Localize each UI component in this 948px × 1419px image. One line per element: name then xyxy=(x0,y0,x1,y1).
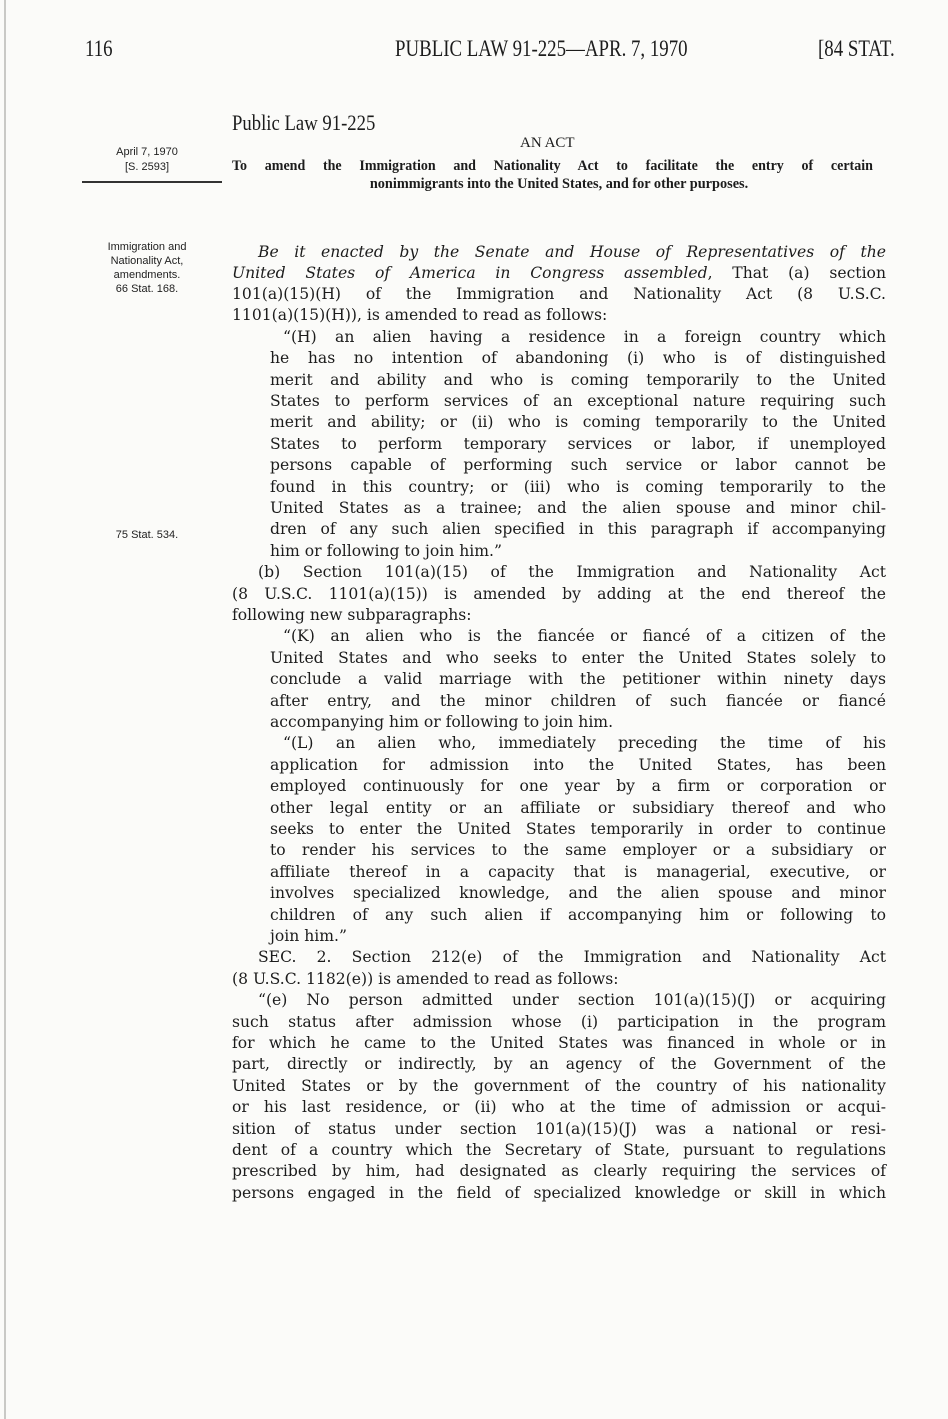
body-line: SEC. 2. Section 212(e) of the Immigration and Nationality Act xyxy=(258,948,886,967)
body-line: found in this country; or (iii) who is coming temporarily to the xyxy=(270,477,886,496)
body-line: involves specialized knowledge, and the alien spouse and minor xyxy=(270,884,886,903)
body-line: “(e) No person admitted under section 101(a)(15)(J) or acquiring xyxy=(258,991,886,1010)
public-law-label: Public Law 91-225 xyxy=(232,110,376,135)
margin-note-line: 66 Stat. 168. xyxy=(115,283,179,295)
act-title-line-1: To amend the Immigration and Nationality Act to facilitate the entry of certain xyxy=(232,158,873,174)
margin-note-amendments xyxy=(72,240,222,296)
body-line: part, directly or indirectly, by an agency of the Government of the xyxy=(232,1055,886,1074)
page-edge xyxy=(4,0,6,1419)
body-line: “(H) an alien having a residence in a foreign country which xyxy=(283,327,886,346)
margin-rule xyxy=(82,181,222,183)
body-line: children of any such alien if accompanying him or following to xyxy=(270,905,886,924)
body-line: or his last residence, or (ii) who at the time of admission or acqui- xyxy=(232,1098,886,1117)
body-line: such status after admission whose (i) participation in the program xyxy=(232,1012,886,1031)
body-line: United States or by the government of the country of his nationality xyxy=(232,1076,886,1095)
enacting-clause-italic: United States of America in Congress assembled xyxy=(232,264,708,282)
enacting-clause-rest: , That (a) section xyxy=(707,264,886,282)
body-line: join him.” xyxy=(270,927,347,945)
body-line: States to perform temporary services or labor, if unemployed xyxy=(270,434,886,453)
body-line: application for admission into the United States, has been xyxy=(270,755,886,774)
body-line: to render his services to the same employer or a subsidiary or xyxy=(270,841,886,860)
body-line: employed continuously for one year by a firm or corporation or xyxy=(270,777,886,796)
body-line: 101(a)(15)(H) of the Immigration and Nationality Act (8 U.S.C. xyxy=(232,285,886,303)
margin-note-line: amendments. xyxy=(113,269,181,281)
body-line: States to perform services of an exceptional nature requiring such xyxy=(270,392,886,410)
body-line: other legal entity or an affiliate or subsidiary thereof and who xyxy=(270,798,886,817)
body-line: affiliate thereof in a capacity that is managerial, executive, or xyxy=(270,862,886,881)
body-line: “(K) an alien who is the fiancée or fiancé of a citizen of the xyxy=(283,627,886,646)
body-line: “(L) an alien who, immediately preceding the time of his xyxy=(283,734,886,753)
margin-note-stat-ref: 75 Stat. 534. xyxy=(115,529,179,541)
body-line: dren of any such alien specified in this paragraph if accompanying xyxy=(270,520,886,539)
body-line: sition of status under section 101(a)(15)(J) was a national or resi- xyxy=(232,1119,886,1138)
body-line: persons capable of performing such service or labor cannot be xyxy=(270,456,886,475)
margin-note-line: Nationality Act, xyxy=(110,255,184,267)
body-line: him or following to join him.” xyxy=(270,541,502,560)
body-line: United States as a trainee; and the alien spouse and minor chil- xyxy=(270,499,886,517)
body-line: merit and ability; or (ii) who is coming temporarily to the United xyxy=(270,413,886,432)
body-line: (8 U.S.C. 1182(e)) is amended to read as follows: xyxy=(232,969,619,988)
body-line: for which he came to the United States was financed in whole or in xyxy=(232,1034,886,1052)
body-line: accompanying him or following to join him. xyxy=(270,713,614,731)
body-line: seeks to enter the United States temporarily in order to continue xyxy=(270,820,886,838)
body-line: he has no intention of abandoning (i) who is of distinguished xyxy=(270,349,886,368)
body-line: dent of a country which the Secretary of State, pursuant to regulations xyxy=(232,1141,886,1159)
volume-reference: [84 STAT. xyxy=(818,36,895,61)
enacting-clause-line-2 xyxy=(232,263,886,284)
body-line: following new subparagraphs: xyxy=(232,606,472,624)
act-title-line-2: nonimmigrants into the United States, and for other purposes. xyxy=(369,176,749,192)
body-line: (b) Section 101(a)(15) of the Immigration and Nationality Act xyxy=(258,563,886,582)
body-line: prescribed by him, had designated as clearly requiring the services of xyxy=(232,1162,886,1181)
body-line: merit and ability and who is coming temporarily to the United xyxy=(270,370,886,389)
body-line: after entry, and the minor children of such fiancée or fiancé xyxy=(270,691,886,710)
body-line: (8 U.S.C. 1101(a)(15)) is amended by adding at the end thereof the xyxy=(232,584,886,603)
margin-note-date: April 7, 1970 xyxy=(116,146,178,158)
body-line: 1101(a)(15)(H)), is amended to read as follows: xyxy=(232,306,608,325)
margin-note-line: Immigration and xyxy=(107,241,187,253)
page-number: 116 xyxy=(85,36,113,61)
enacting-clause-line-1: Be it enacted by the Senate and House of Representatives of the xyxy=(258,243,886,261)
margin-note-bill: [S. 2593] xyxy=(124,161,170,173)
body-line: conclude a valid marriage with the petitioner within ninety days xyxy=(270,670,886,689)
an-act-label: AN ACT xyxy=(520,135,575,151)
running-title: PUBLIC LAW 91-225—APR. 7, 1970 xyxy=(395,36,688,61)
body-line: persons engaged in the field of specialized knowledge or skill in which xyxy=(232,1183,886,1202)
body-line: United States and who seeks to enter the United States solely to xyxy=(270,648,886,667)
